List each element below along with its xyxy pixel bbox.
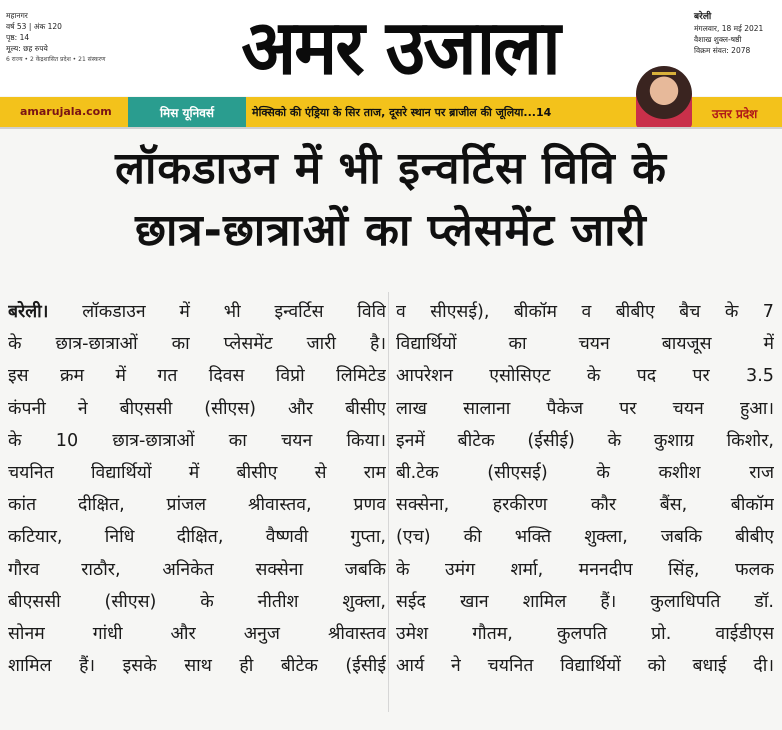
meta-line: मूल्य: छह रुपये: [6, 44, 48, 53]
article-line: कांत दीक्षित, प्रांजल श्रीवास्तव, प्रणव: [8, 495, 386, 516]
website-label: amarujala.com: [20, 105, 112, 118]
article-line: चयनित विद्यार्थियों में बीसीए से राम: [8, 463, 386, 484]
meta-line: 6 राज्य • 2 केंद्रशासित प्रदेश • 21 संस्करण: [6, 56, 106, 63]
article-line: कटियार, निधि दीक्षित, वैष्णवी गुप्ता,: [8, 527, 386, 548]
meta-line: महानगर: [6, 11, 28, 20]
edition-city: बरेली: [694, 12, 712, 22]
masthead-right-meta: [694, 12, 763, 56]
article-line: इनमें बीटेक (ईसीई) के कुशाग्र किशोर,: [396, 430, 774, 451]
article-line: के 10 छात्र-छात्राओं का चयन किया।: [8, 430, 386, 451]
teaser-headline: मेक्सिको की एंड्रिया के सिर ताज, दूसरे स्थान पर ब्राजील की जूलिया...14: [252, 106, 552, 119]
article-line: उमेश गौतम, कुलपति प्रो. वाईडीएस: [396, 624, 774, 645]
article-line: के छात्र-छात्राओं का प्लेसमेंट जारी है।: [8, 334, 386, 355]
article-line: शामिल हैं। इसके साथ ही बीटेक (ईसीई: [8, 656, 386, 677]
article-line: (एच) की भक्ति शुक्ला, जबकि बीबीए: [396, 527, 774, 548]
masthead-left-meta: [6, 10, 105, 65]
article-line: बीएससी (सीएस) के नीतीश शुक्ला,: [8, 591, 386, 612]
article-line: आपरेशन एसोसिएट के पद पर 3.5: [396, 366, 774, 387]
article-column-left: [8, 296, 386, 682]
article-line: गौरव राठौर, अनिकेत सक्सेना जबकि: [8, 559, 386, 580]
article-line: व सीएसई), बीकॉम व बीबीए बैच के 7: [396, 302, 774, 322]
edition-date: मंगलवार, 18 मई 2021: [694, 24, 764, 33]
divider: [0, 127, 782, 129]
article-line: सोनम गांधी और अनुज श्रीवास्तव: [8, 624, 386, 645]
article-line: [8, 296, 386, 328]
article-column-right: [396, 296, 774, 682]
section-tag: मिस यूनिवर्स: [128, 97, 246, 127]
article-line: सक्सेना, हरकीरण कौर बैंस, बीकॉम: [396, 495, 774, 516]
newspaper-logo: अमर उजाला: [241, 3, 559, 92]
article-line: कंपनी ने बीएससी (सीएस) और बीसीए: [8, 398, 386, 419]
article-text: लॉकडाउन में भी इन्वर्टिस विवि: [48, 302, 386, 322]
crown-icon: [652, 64, 676, 75]
headline-line: लॉकडाउन में भी इन्वर्टिस विवि के: [115, 143, 667, 194]
meta-line: वर्ष 53 | अंक 120: [6, 22, 62, 31]
dateline: बरेली।: [8, 302, 49, 322]
column-divider: [388, 292, 389, 712]
article-headline: [10, 138, 772, 262]
article-line: इस क्रम में गत दिवस विप्रो लिमिटेड: [8, 366, 386, 387]
teaser-photo: [636, 66, 692, 128]
article-line: विद्यार्थियों का चयन बायजूस में: [396, 334, 774, 355]
region-label: उत्तर प्रदेश: [712, 107, 758, 121]
article-line: के उमंग शर्मा, मननदीप सिंह, फलक: [396, 559, 774, 580]
article-line: आर्य ने चयनित विद्यार्थियों को बधाई दी।: [396, 656, 774, 677]
article-line: सईद खान शामिल हैं। कुलाधिपति डॉ.: [396, 591, 774, 612]
meta-line: विक्रम संवत: 2078: [694, 46, 751, 55]
headline-line: छात्र-छात्राओं का प्लेसमेंट जारी: [135, 205, 647, 256]
article-line: बी.टेक (सीएसई) के कशीश राज: [396, 463, 774, 484]
meta-line: वैशाख शुक्ल-षष्ठी: [694, 35, 742, 44]
article-line: लाख सालाना पैकेज पर चयन हुआ।: [396, 398, 774, 419]
meta-line: पृष्ठ: 14: [6, 33, 30, 42]
